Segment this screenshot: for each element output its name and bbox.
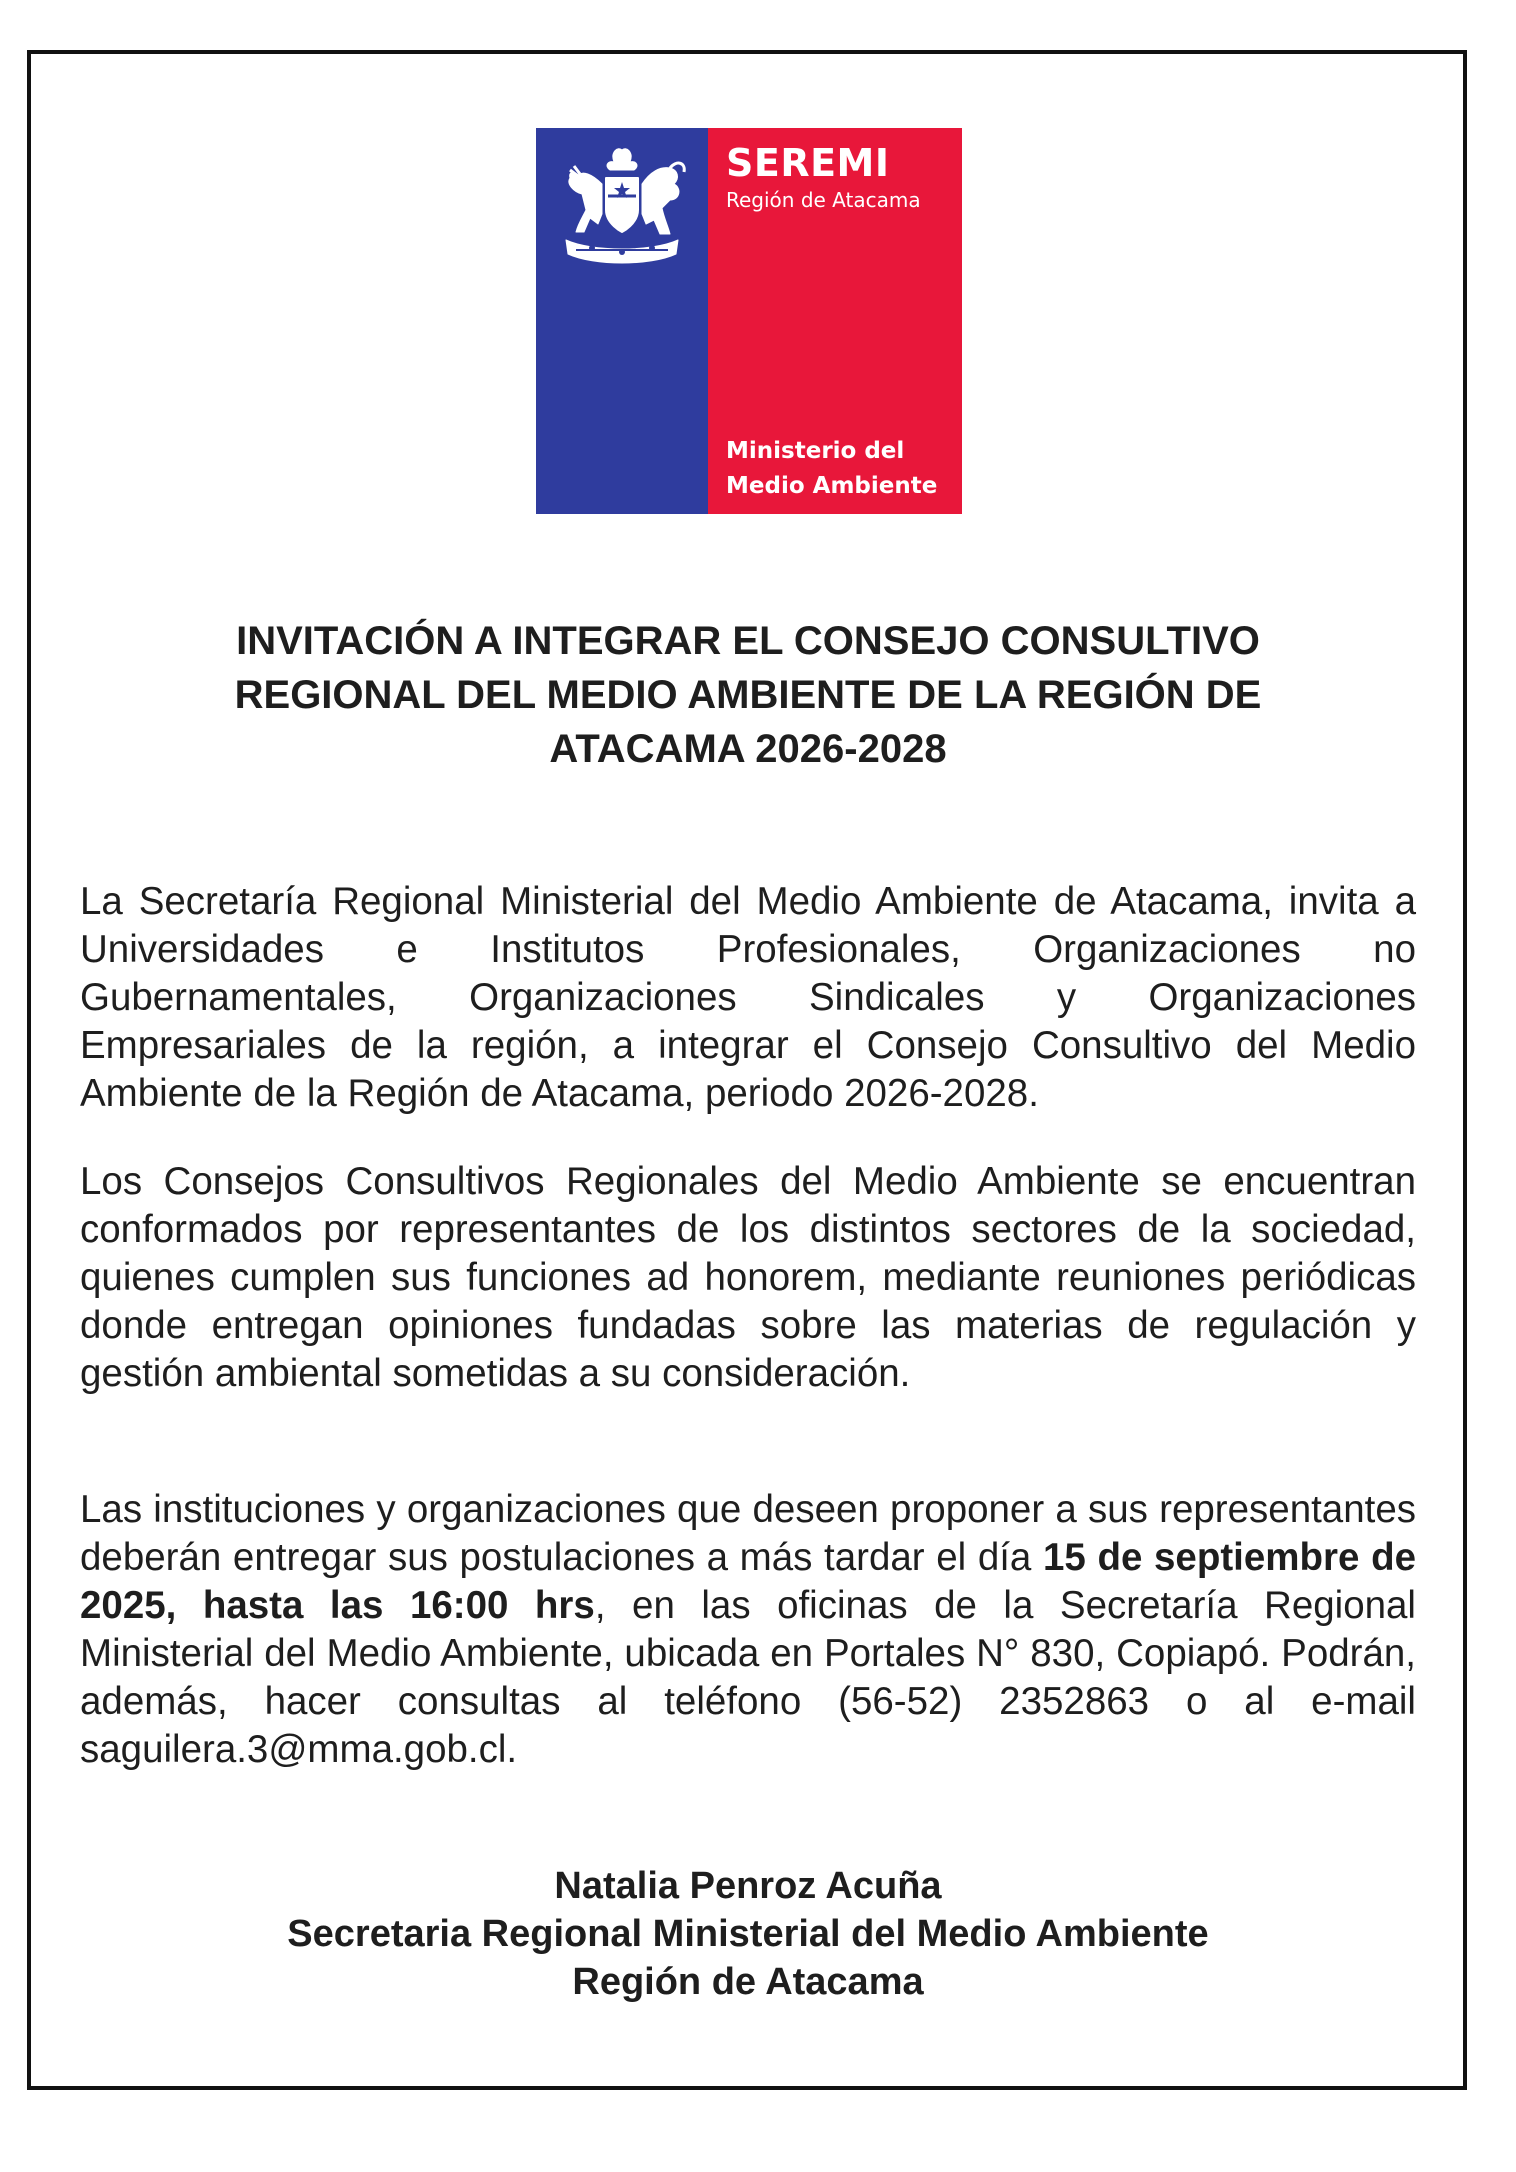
title-line-2: REGIONAL DEL MEDIO AMBIENTE DE LA REGIÓN DE [234, 673, 1262, 717]
signature-block [140, 1862, 1356, 2006]
seremi-logo [536, 128, 962, 514]
deadline-intro: Las instituciones y organizaciones que deseen proponer a sus representantes deberán entregar sus postulaciones a más tardar el día [80, 1488, 1416, 1579]
signatory-region: Región de Atacama [572, 1961, 924, 2003]
logo-ministry [726, 434, 937, 504]
logo-blue-panel [536, 128, 708, 514]
logo-ministry-line1: Ministerio del [726, 438, 905, 464]
logo-region: Región de Atacama [726, 188, 921, 212]
paragraph-deadline [80, 1486, 1416, 1774]
title-line-1: INVITACIÓN A INTEGRAR EL CONSEJO CONSULTIVO [236, 619, 1260, 663]
chilean-coat-of-arms-icon [552, 144, 692, 270]
logo-brand: SEREMI [726, 141, 890, 185]
signatory-position: Secretaria Regional Ministerial del Medio Ambiente [287, 1913, 1209, 1955]
title-line-3: ATACAMA 2026-2028 [549, 727, 947, 771]
document-title [140, 614, 1356, 776]
deadline-date: 15 de septiembre de 2025, hasta las 16:00 hrs [80, 1536, 1416, 1627]
logo-red-panel [708, 128, 962, 514]
deadline-contact: , en las oficinas de la Secretaría Regional Ministerial del Medio Ambiente, ubicada en Portales N° 830, Copiapó. Podrán, además, hacer consultas al teléfono (56-52) 2352863 o al e-mail saguilera.3@mma.gob.cl. [80, 1584, 1416, 1771]
paragraph-council-description: Los Consejos Consultivos Regionales del Medio Ambiente se encuentran conformados por representantes de los distintos sectores de la sociedad, quienes cumplen sus funciones ad honorem, mediante reuniones periódicas donde entregan opiniones fundadas sobre las materias de regulación y gestión ambiental sometidas a su consideración. [80, 1160, 1416, 1395]
paragraph-invitation: La Secretaría Regional Ministerial del Medio Ambiente de Atacama, invita a Universidades e Institutos Profesionales, Organizaciones no Gubernamentales, Organizaciones Sindicales y Organizaciones Empresariales de la región, a integrar el Consejo Consultivo del Medio Ambiente de la Región de Atacama, periodo 2026-2028. [80, 880, 1416, 1115]
signatory-name: Natalia Penroz Acuña [554, 1865, 942, 1907]
logo-ministry-line2: Medio Ambiente [726, 473, 938, 499]
